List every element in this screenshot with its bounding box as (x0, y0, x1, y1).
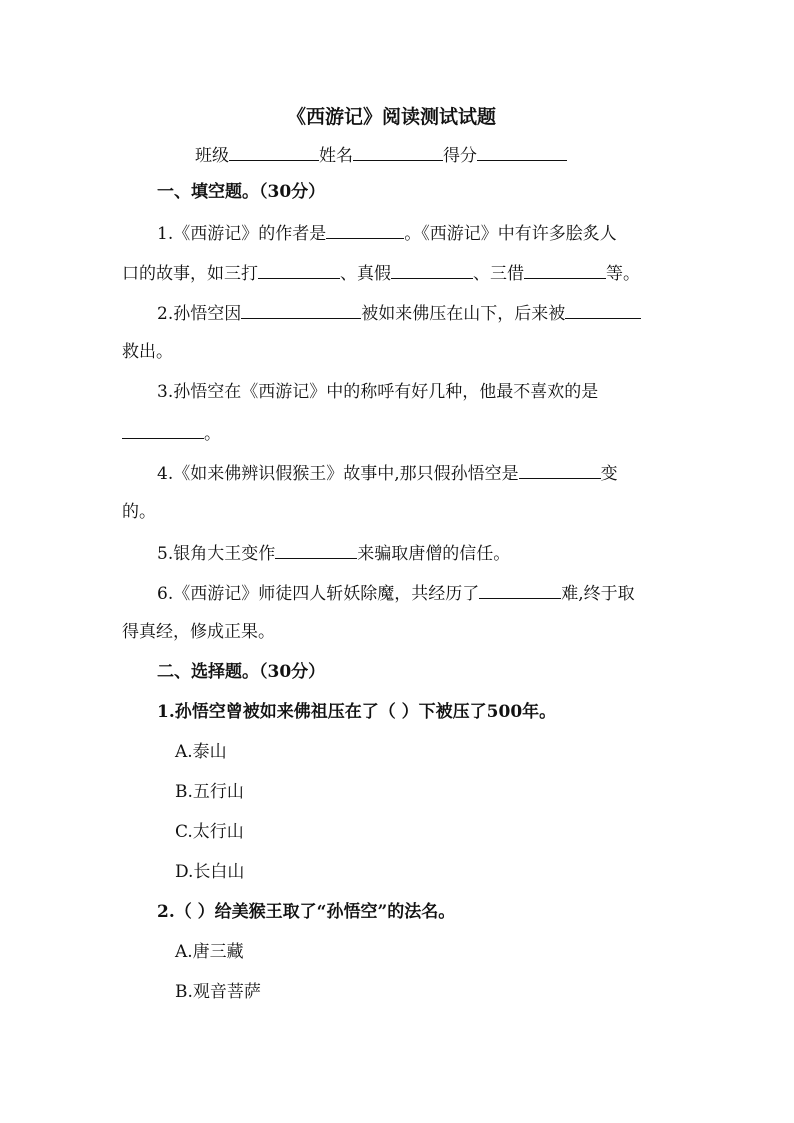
section1-heading: 一、填空题。（30分） (157, 182, 326, 202)
q5-text: 5.银角大王变作 (157, 544, 276, 564)
q1-story-blank-3[interactable] (524, 261, 606, 279)
q4-answer-blank[interactable] (519, 461, 601, 479)
q4-text: 变 (600, 464, 618, 484)
q2-rescuer-blank[interactable] (565, 301, 641, 319)
q5-text: 来骗取唐僧的信任。 (357, 544, 511, 564)
choice-q1-option-a[interactable]: A.泰山 (175, 742, 227, 762)
class-label: 班级 (195, 146, 229, 166)
name-blank[interactable] (353, 143, 443, 161)
question-1-line-1 (157, 221, 617, 245)
question-1-line-2 (122, 261, 640, 285)
question-6-line-2: 得真经，修成正果。 (122, 622, 275, 642)
score-blank[interactable] (477, 143, 567, 161)
q1-text: 等。 (606, 264, 640, 284)
q2-text: 被如来佛压在山下，后来被 (361, 304, 566, 324)
q3-text: 。 (204, 424, 221, 444)
q1-story-blank-2[interactable] (391, 261, 473, 279)
q6-text: 6.《西游记》师徒四人斩妖除魔，共经历了 (157, 584, 480, 604)
q2-reason-blank[interactable] (241, 301, 361, 319)
name-label: 姓名 (319, 146, 353, 166)
choice-q2-option-a[interactable]: A.唐三藏 (175, 942, 244, 962)
section2-heading: 二、选择题。（30分） (157, 662, 326, 682)
choice-question-1-stem: 1.孙悟空曾被如来佛祖压在了（ ）下被压了500年。 (157, 702, 557, 722)
class-blank[interactable] (229, 143, 319, 161)
q1-text: 。《西游记》中有许多脍炙人 (404, 224, 617, 244)
choice-q1-option-b[interactable]: B.五行山 (175, 782, 244, 802)
q1-text: 、真假 (340, 264, 391, 284)
question-3-line-2 (122, 421, 221, 445)
score-label: 得分 (443, 146, 477, 166)
question-2-line-1 (157, 301, 641, 325)
choice-q1-option-c[interactable]: C.太行山 (175, 822, 244, 842)
page-title: 《西游记》阅读测试试题 (287, 106, 497, 128)
q5-answer-blank[interactable] (275, 541, 357, 559)
question-5-line (157, 541, 510, 565)
q4-text: 4.《如来佛辨识假猴王》故事中,那只假孙悟空是 (157, 464, 519, 484)
q6-answer-blank[interactable] (479, 581, 561, 599)
question-6-line-1 (157, 581, 635, 605)
q1-author-blank[interactable] (326, 221, 404, 239)
q1-text: 、三借 (473, 264, 524, 284)
student-info-row (195, 143, 567, 167)
question-2-line-2: 救出。 (122, 342, 173, 362)
question-4-line-2: 的。 (122, 502, 156, 522)
q2-text: 2.孙悟空因 (157, 304, 242, 324)
q3-answer-blank[interactable] (122, 421, 204, 439)
choice-q2-option-b[interactable]: B.观音菩萨 (175, 982, 261, 1002)
question-3-line-1: 3.孙悟空在《西游记》中的称呼有好几种，他最不喜欢的是 (157, 382, 599, 402)
choice-question-2-stem: 2.（ ）给美猴王取了“孙悟空”的法名。 (157, 902, 456, 922)
question-4-line-1 (157, 461, 618, 485)
q1-text: 口的故事，如三打 (122, 264, 258, 284)
q1-text: 1.《西游记》的作者是 (157, 224, 327, 244)
choice-q1-option-d[interactable]: D.长白山 (175, 862, 245, 882)
q6-text: 难,终于取 (561, 584, 635, 604)
q1-story-blank-1[interactable] (258, 261, 340, 279)
